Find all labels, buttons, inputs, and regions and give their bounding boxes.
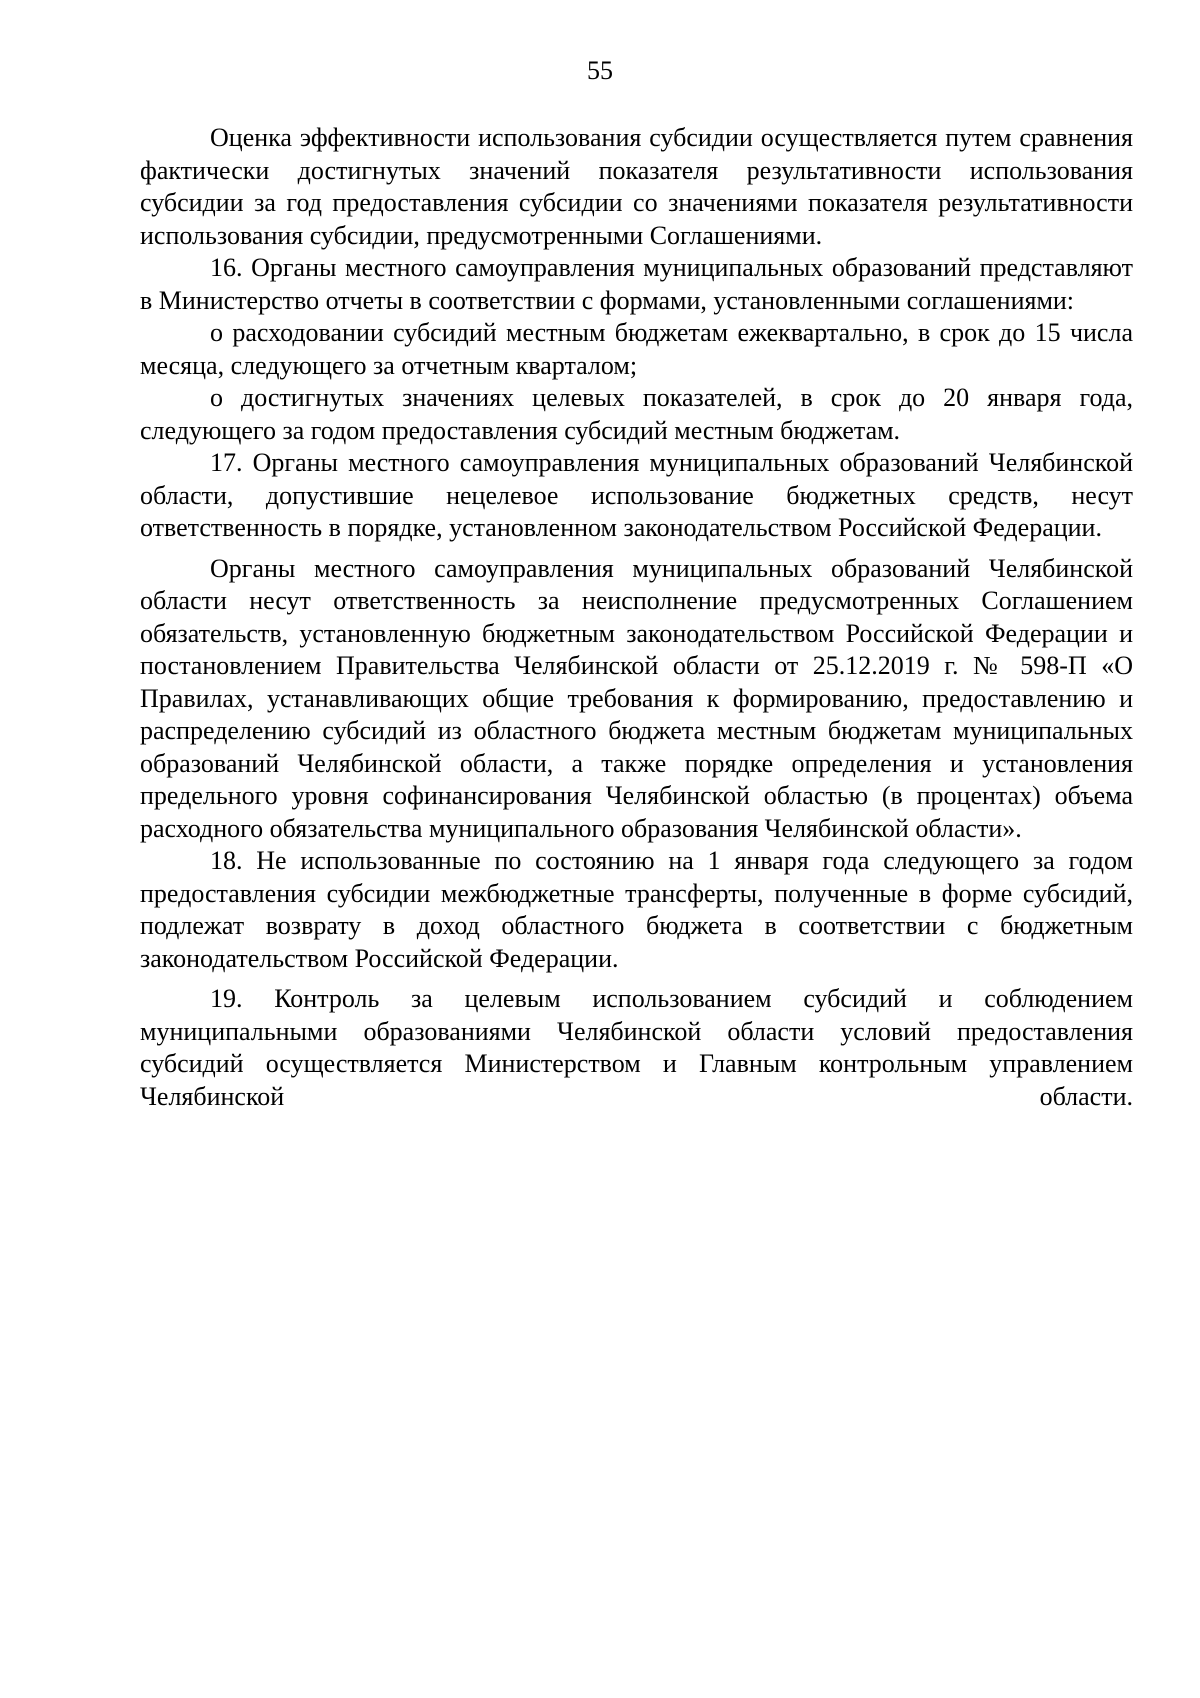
paragraph-target-indicators-report: о достигнутых значениях целевых показателей, в срок до 20 января года, следующего за годом предоставления субсидий местным бюджетам. (140, 383, 1133, 445)
document-body (140, 122, 1133, 1113)
page-number: 55 (587, 56, 613, 85)
paragraph-item-17: 17. Органы местного самоуправления муниципальных образований Челябинской области, допустившие нецелевое использование бюджетных средств, несут ответственность в порядке, установленном законодательством Российской Федерации. (140, 448, 1133, 542)
paragraph-responsibility: Органы местного самоуправления муниципальных образований Челябинской области несут ответственность за неисполнение предусмотренных Соглашением обязательств, установленную бюджетным законодательством Российской Федерации и постановлением Правительства Челябинской области от 25.12.2019 г. № 598-П «О Правилах, устанавливающих общие требования к формированию, предоставлению и распределению субсидий из областного бюджета местным бюджетам муниципальных образований Челябинской области, а также порядке определения и установления предельного уровня софинансирования Челябинской областью (в процентах) объема расходного обязательства муниципального образования Челябинской области». (140, 553, 1133, 843)
paragraph-item-19: 19. Контроль за целевым использованием субсидий и соблюдением муниципальными образованиями Челябинской области условий предоставления субсидий осуществляется Министерством и Главным контрольным управлением Челябинской области. (140, 984, 1133, 1111)
paragraph-item-18: 18. Не использованные по состоянию на 1 января года следующего за годом предоставления субсидии межбюджетные трансферты, полученные в форме субсидий, подлежат возврату в доход областного бюджета в соответствии с бюджетным законодательством Российской Федерации. (140, 846, 1133, 973)
paragraph-efficiency-evaluation: Оценка эффективности использования субсидии осуществляется путем сравнения фактически достигнутых значений показателя результативности использования субсидии за год предоставления субсидии со значениями показателя результативности использования субсидии, предусмотренными Соглашениями. (140, 123, 1133, 250)
paragraph-quarterly-report: о расходовании субсидий местным бюджетам ежеквартально, в срок до 15 числа месяца, следующего за отчетным кварталом; (140, 318, 1133, 380)
paragraph-item-16: 16. Органы местного самоуправления муниципальных образований представляют в Министерство отчеты в соответствии с формами, установленными соглашениями: (140, 253, 1133, 315)
